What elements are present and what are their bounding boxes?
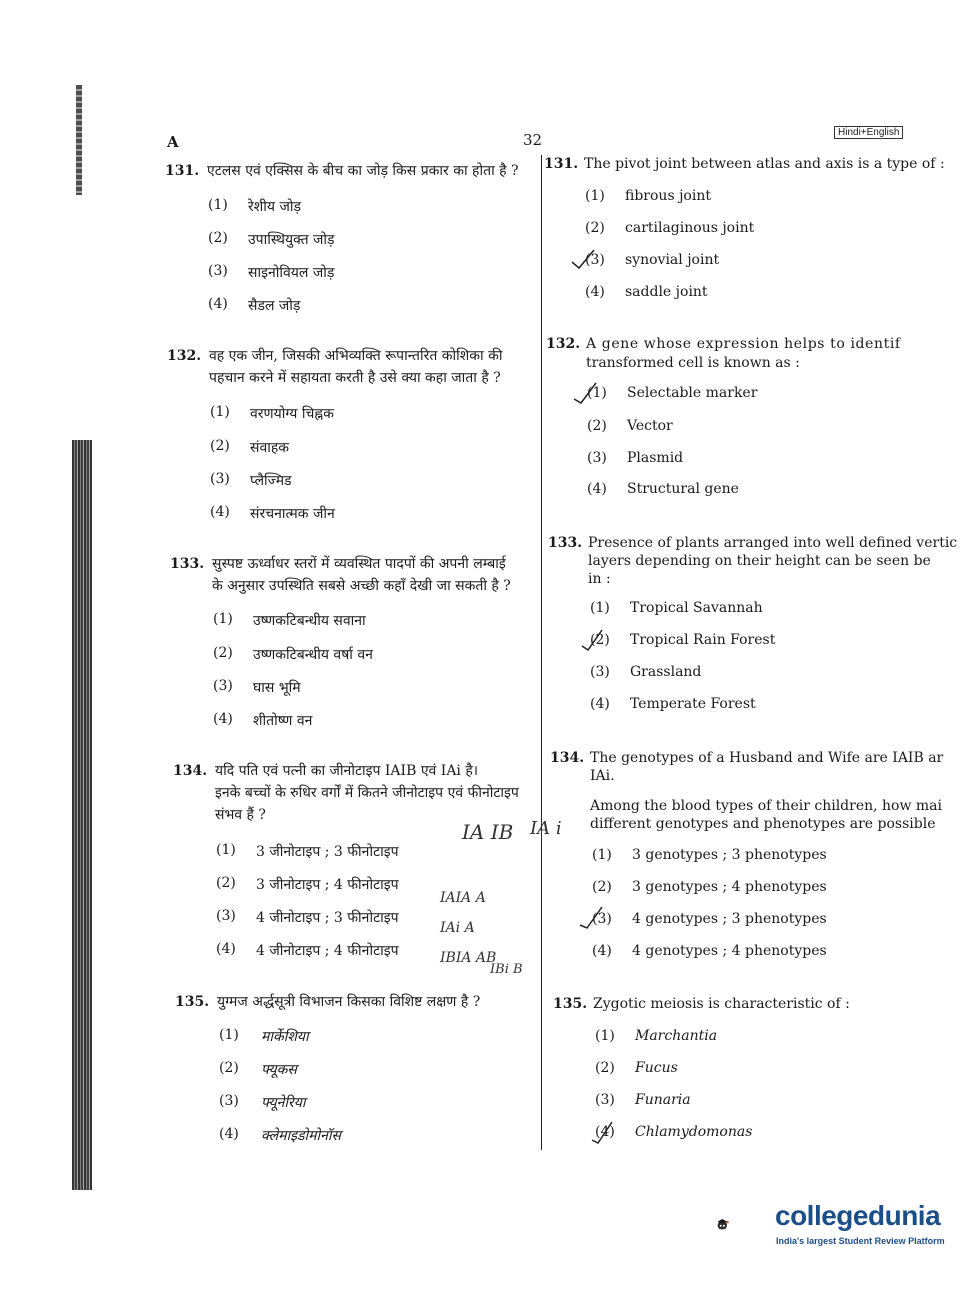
- scan-artifact: [76, 85, 82, 195]
- answer-tick-mark: [570, 248, 596, 272]
- brand-tagline: India's largest Student Review Platform: [776, 1236, 945, 1246]
- question-stem-line: वह एक जीन, जिसकी अभिव्यक्ति रूपान्तरित कोशिका की: [209, 348, 503, 364]
- question-set-letter: A: [167, 133, 179, 151]
- collegedunia-logo-icon: [715, 1190, 775, 1260]
- answer-tick-mark: [580, 628, 606, 652]
- question-stem-line: in :: [588, 571, 611, 587]
- answer-tick-mark: [578, 905, 604, 929]
- question-stem-line: layers depending on their height can be seen be: [588, 553, 931, 569]
- question-number: 132.: [167, 348, 202, 364]
- handwritten-note: IA IB: [462, 820, 514, 844]
- question-number: 131.: [544, 156, 579, 172]
- question-number: 134.: [550, 750, 585, 766]
- question-stem-line: के अनुसार उपस्थिति सबसे अच्छी कहाँ देखी जा सकती है ?: [212, 578, 511, 594]
- question-number: 133.: [548, 535, 583, 551]
- column-divider: [541, 155, 542, 1150]
- answer-tick-mark: [572, 381, 598, 405]
- language-tag: Hindi+English: [834, 126, 903, 139]
- question-number: 135.: [175, 994, 210, 1010]
- question-stem-line: इनके बच्चों के रुधिर वर्गों में कितने जीनोटाइप एवं फीनोटाइप: [215, 785, 519, 801]
- question-stem-line: The genotypes of a Husband and Wife are IAIB ar: [590, 750, 944, 766]
- question-stem-line: सुस्पष्ट ऊर्ध्वाधर स्तरों में व्यवस्थित पादपों की अपनी लम्बाई: [212, 556, 506, 572]
- question-stem-line: पहचान करने में सहायता करती है उसे क्या कहा जाता है ?: [209, 370, 501, 386]
- handwritten-note: IAi A: [440, 920, 475, 936]
- question-stem-line: Presence of plants arranged into well defined vertic: [588, 535, 958, 551]
- question-number: 135.: [553, 996, 588, 1012]
- handwritten-note: IBIA AB: [440, 950, 497, 966]
- brand-name: collegedunia: [775, 1200, 941, 1231]
- question-number: 131.: [165, 163, 200, 179]
- question-stem-line: IAi.: [590, 768, 615, 784]
- question-stem-line: संभव हैं ?: [215, 807, 266, 823]
- question-stem-line: Among the blood types of their children, how mai: [590, 798, 943, 814]
- question-number: 134.: [173, 763, 208, 779]
- handwritten-note: IA i: [530, 818, 562, 839]
- question-stem: युग्मज अर्द्धसूत्री विभाजन किसका विशिष्ट लक्षण है ?: [217, 994, 481, 1010]
- question-number: 132.: [546, 336, 581, 352]
- question-stem-line: A gene whose expression helps to identif: [586, 336, 901, 352]
- question-stem-line: यदि पति एवं पत्नी का जीनोटाइप IAIB एवं IAi है।: [215, 763, 479, 779]
- handwritten-note: IBi B: [490, 962, 523, 977]
- handwritten-note: IAIA A: [440, 890, 486, 906]
- question-number: 133.: [170, 556, 205, 572]
- answer-tick-mark: [590, 1120, 616, 1144]
- page-number: 32: [523, 131, 543, 149]
- question-stem-line: transformed cell is known as :: [586, 355, 800, 371]
- question-stem-line: different genotypes and phenotypes are possible: [590, 816, 936, 832]
- scan-edge: [72, 440, 92, 1190]
- question-stem: The pivot joint between atlas and axis is a type of :: [584, 156, 945, 172]
- question-stem: एटलस एवं एक्सिस के बीच का जोड़ किस प्रकार का होता है ?: [207, 163, 519, 179]
- question-stem: Zygotic meiosis is characteristic of :: [593, 996, 850, 1012]
